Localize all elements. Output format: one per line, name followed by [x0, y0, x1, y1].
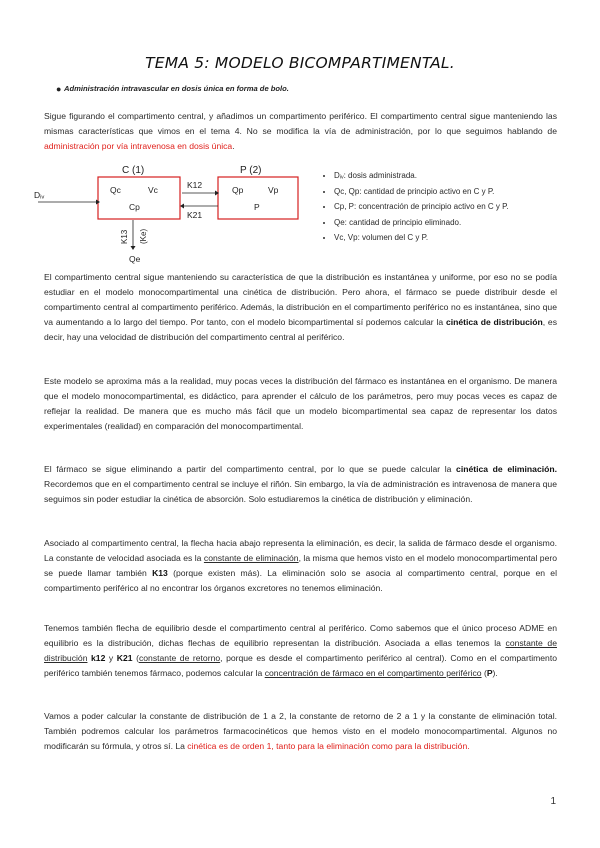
page-number: 1 [550, 796, 556, 807]
text: , es decir, hay una velocidad de distribución del compartimento central al periférico. [44, 317, 557, 342]
paragraph-model-reality: Este modelo se aproxima más a la realidad, muy pocas veces la distribución del fármaco es instantánea en el organismo. De manera que el modelo monocompartimental, es didáctico, para aprender el cálculo de los parámetros, pero muy pocas veces es capaz de reflejar la realidad. De manera que es mucho más fácil que un modelo bicompartimental sea capaz de representar los datos experimentales (realidad) en comparación del monocompartimental. [44, 376, 557, 431]
central-compartment-box [98, 177, 180, 219]
vp-label: Vp [268, 185, 279, 195]
text: El compartimento central sigue manteniendo su característica de que la distribución es instantánea y uniforme, por eso no se podía estudiar en el modelo monocompartimental una cinética de distribución. Pero ahora, el fármaco se puede distribuir desde el compartimento central al compartimento periférico. Además, la distribución en el compartimento periférico no es instantánea, sino que va aumentando a lo largo del tiempo. Por tanto, con el modelo bicompartimental sí podemos calcular la [44, 272, 557, 327]
bold-term: P [486, 668, 493, 678]
peripheral-compartment-box [218, 177, 298, 219]
bold-term: k12 [91, 653, 106, 663]
bold-term: cinética de eliminación. [456, 464, 557, 474]
vc-label: Vc [148, 185, 158, 195]
highlight-red: cinética es de orden 1, tanto para la eliminación como para la distribución. [187, 741, 470, 751]
text: ). [492, 668, 498, 678]
text: Vamos a poder calcular la constante de distribución de 1 a 2, la constante de retorno de 2 a 1 y la constante de eliminación total. También podremos calcular los parámetros farmacocinéticos que hemos visto en el modelo monocompartimental. Algunos no modificarán su fórmula, y otros sí. La [44, 711, 557, 751]
k21-label: K21 [187, 210, 203, 220]
highlight-red: administración por vía intravenosa en dosis única [44, 141, 233, 151]
underlined-term: concentración de fármaco en el compartimento periférico [264, 668, 482, 678]
p-label: P [254, 202, 260, 212]
ke-label: (Ke) [139, 228, 148, 244]
diagram-legend [322, 168, 562, 246]
legend-item: • Qe: cantidad de principio eliminado. [334, 215, 562, 231]
paragraph-intro [44, 109, 557, 154]
qe-label: Qe [129, 254, 141, 264]
text: , la misma que hemos visto en el modelo monocompartimental pero se puede llamar también [44, 553, 557, 578]
text: Asociado al compartimento central, la flecha hacia abajo representa la eliminación, es decir, la salida de fármaco desde el organismo. La constante de velocidad asociada es la [44, 538, 557, 563]
k13-label: K13 [120, 229, 129, 244]
arrowhead-icon [180, 204, 184, 209]
text: (porque existen más). La eliminación solo se asocia al compartimento central, porque en el compartimento periférico al no encontrar los órganos excretores no tenemos eliminación. [44, 568, 557, 593]
label-p2: P (2) [240, 165, 262, 176]
qc-label: Qc [110, 185, 121, 195]
text: ( [481, 668, 487, 678]
qp-label: Qp [232, 185, 244, 195]
paragraph-distribution-constants [44, 621, 557, 681]
legend-item: • Dᵢᵥ: dosis administrada. [334, 168, 562, 184]
page-title: TEMA 5: MODELO BICOMPARTIMENTAL. [145, 54, 455, 72]
paragraph-elimination [44, 462, 557, 507]
bold-term: K13 [152, 568, 168, 578]
cp-label: Cp [129, 202, 140, 212]
text: Sigue figurando el compartimento central, y añadimos un compartimento periférico. El compartimento central sigue manteniendo las mismas características que vimos en el tema 4. No se modifica la vía de administración, por lo que seguimos hablando de [44, 111, 557, 136]
text: Tenemos también flecha de equilibrio desde el compartimento central al periférico. Como sabemos que el único proceso ADME en equilibrio es la distribución, dichas flechas de equilibrio representan la distribución. Asociada a ellas tenemos la [44, 623, 557, 648]
subtitle-text: Administración intravascular en dosis única en forma de bolo. [64, 84, 289, 93]
legend-item: • Qc, Qp: cantidad de principio activo en C y P. [334, 184, 562, 200]
subtitle [56, 84, 289, 94]
bold-term: K21 [116, 653, 133, 663]
text: ( [132, 653, 139, 663]
text: y [105, 653, 117, 663]
bold-term: cinética de distribución [445, 317, 543, 327]
dose-label: Dᵢᵥ [34, 190, 45, 200]
bicompartmental-diagram [32, 160, 302, 270]
text: , porque es desde el compartimento periférico al central). Como en el compartimento periférico también tenemos fármaco, podemos calcular la [44, 653, 558, 678]
bullet-icon: ● [56, 84, 62, 94]
paragraph-parameters [44, 709, 557, 754]
text: . [232, 141, 235, 151]
underlined-term: constante de retorno [138, 653, 221, 663]
paragraph-distribution [44, 270, 557, 345]
arrowhead-icon [131, 246, 136, 250]
text: Recordemos que en el compartimento central se incluye el riñón. Sin embargo, la vía de administración es intravenosa de manera que seguimos sin poder estudiar la cinética de absorción. Solo estudiaremos la cinética de distribución y eliminación. [44, 479, 557, 504]
underlined-term: constante de distribución [44, 638, 557, 663]
underlined-term: constante de eliminación [203, 553, 299, 563]
paragraph-elimination-constant [44, 536, 557, 596]
label-c1: C (1) [122, 165, 145, 176]
k12-label: K12 [187, 180, 203, 190]
text: El fármaco se sigue eliminando a partir del compartimento central, por lo que se puede calcular la [44, 464, 457, 474]
legend-item: • Vc, Vp: volumen del C y P. [334, 230, 562, 246]
legend-item: • Cp, P: concentración de principio activo en C y P. [334, 199, 562, 215]
